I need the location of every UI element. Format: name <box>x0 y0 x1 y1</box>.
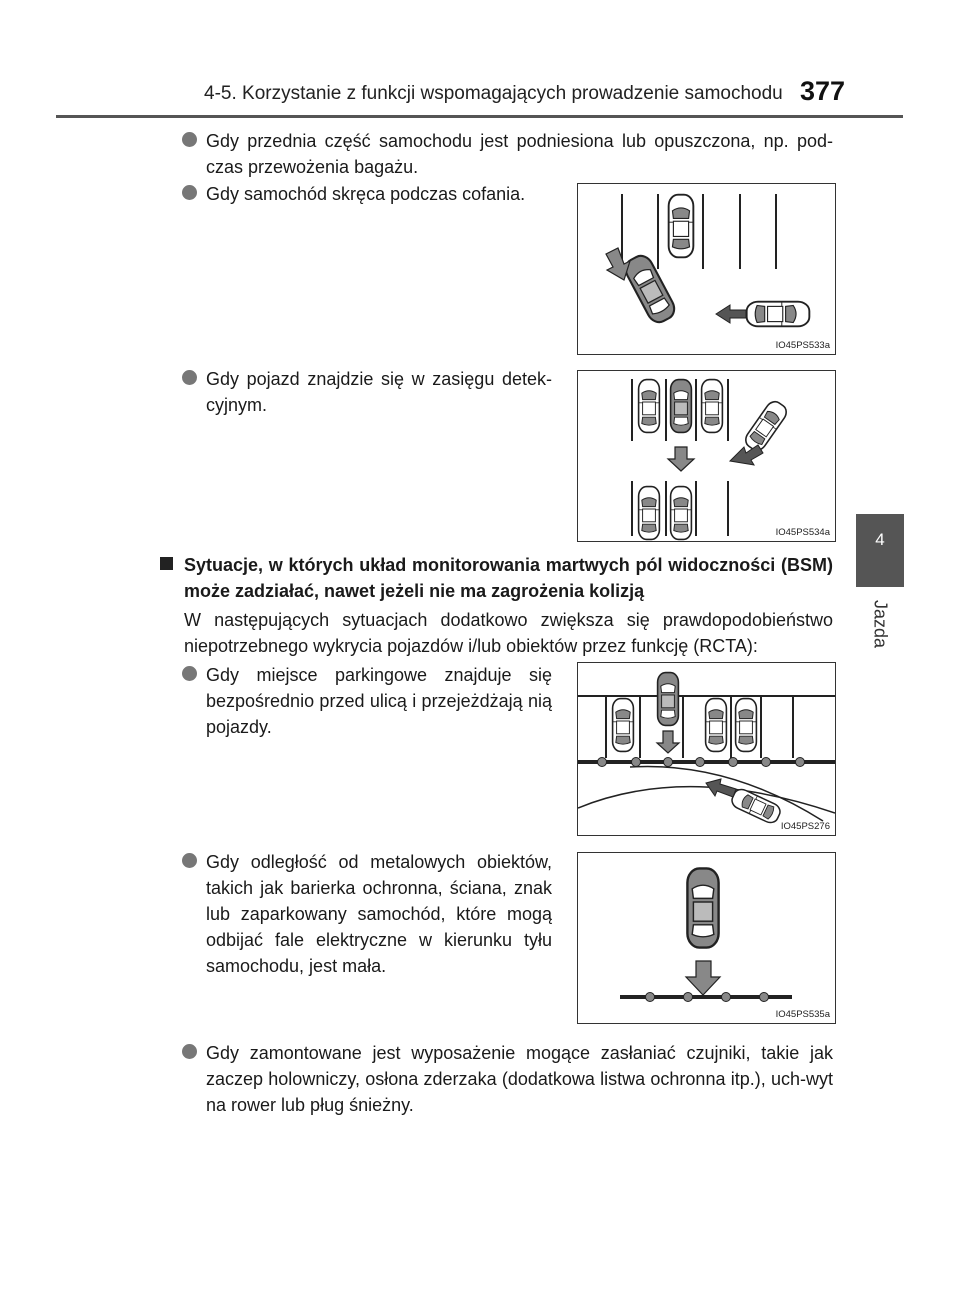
bullet-text: Gdy zamontowane jest wyposażenie mogące zasłaniać czujniki, takie jak zaczep holowniczy, osłona zderzaka (dodatkowa listwa ochronna itp.), uch-wyt na rower lub pług śnieżny. <box>206 1043 833 1115</box>
bullet-text: Gdy samochód skręca podczas cofania. <box>206 184 526 204</box>
bullet-item <box>182 366 552 418</box>
figure-caption: IO45PS276 <box>780 821 830 832</box>
bullet-item <box>182 181 562 207</box>
bullet-item <box>182 662 552 740</box>
bullet-dot-icon <box>182 370 197 385</box>
section-header-title: 4-5. Korzystanie z funkcji wspomagających prowadzenie samochodu <box>204 83 783 104</box>
chapter-tab[interactable] <box>856 514 904 587</box>
bullet-dot-icon <box>182 132 197 147</box>
figure-detection-range <box>577 370 836 542</box>
chapter-label-text: Jazda <box>870 599 891 649</box>
bullet-item <box>182 1040 833 1118</box>
section-heading <box>160 552 833 604</box>
bullet-dot-icon <box>182 853 197 868</box>
header-divider <box>56 115 903 118</box>
figure-caption: IO45PS534a <box>775 527 830 538</box>
section-heading-text: Sytuacje, w których układ monitorowania martwych pól widoczności (BSM) może zadziałać, nawet jeżeli nie ma zagrożenia kolizją <box>184 555 833 601</box>
bullet-text: Gdy odległość od metalowych obiektów, takich jak barierka ochronna, ściana, znak lub zaparkowany samochód, które mogą odbijać fale elektryczne w kierunku tyłu samochodu, jest mała. <box>206 852 552 976</box>
chapter-number: 4 <box>875 530 885 549</box>
bullet-item <box>182 128 833 180</box>
section-intro: W następujących sytuacjach dodatkowo zwiększa się prawdopodobieństwo niepotrzebnego wykrycia pojazdów i/lub obiektów przez funkcję (RCTA): <box>184 610 833 656</box>
bullet-item <box>182 849 552 979</box>
figure-parking-near-street <box>577 662 836 836</box>
bullet-text: Gdy pojazd znajdzie się w zasięgu detek-cyjnym. <box>206 369 552 415</box>
bullet-dot-icon <box>182 1044 197 1059</box>
figure-caption: IO45PS535a <box>775 1009 830 1020</box>
bullet-text: Gdy przednia część samochodu jest podniesiona lub opuszczona, np. pod-czas przewożenia bagażu. <box>206 131 833 177</box>
bullet-text: Gdy miejsce parkingowe znajduje się bezpośrednio przed ulicą i przejeżdżają nią pojazdy. <box>206 665 552 737</box>
chapter-label <box>862 594 898 654</box>
figure-reversing-turn <box>577 183 836 355</box>
figure-metal-objects <box>577 852 836 1024</box>
square-bullet-icon <box>160 557 173 570</box>
bullet-dot-icon <box>182 185 197 200</box>
figure-caption: IO45PS533a <box>775 340 830 351</box>
bullet-dot-icon <box>182 666 197 681</box>
page-number: 377 <box>800 76 846 106</box>
